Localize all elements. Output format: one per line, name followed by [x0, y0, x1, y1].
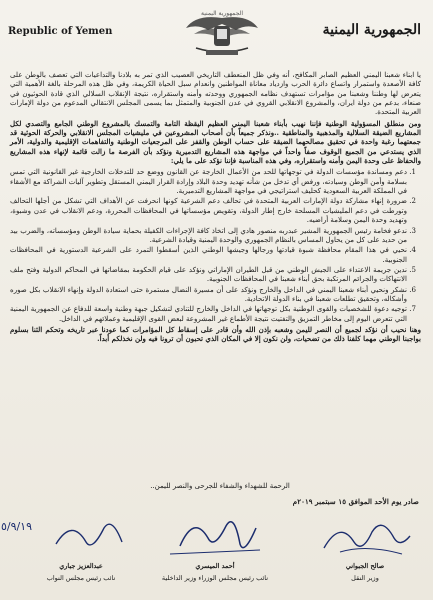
- signature-scribble: [310, 508, 420, 564]
- call-paragraph: ومن منطلق المسؤولية الوطنية فإننا نهيب بأبناء شعبنا اليمني العظيم اليقظة التامة والتمسك بالمشروع الوطني الجامع والتصدي لكل المشاريع الضيقة السلالية والمذهبية والمناطقية ..ونذكر جميعاً بأن أصحاب المشروعين في مليشيات المجلس الانقلابي والحركة الحوثية قد جمعتهما رغبة واحدة في تحقيق مصالحهما الضيقة على حساب الوطن والقفز على المرجعيات الوطنية والتفاهمات الإقليمية والدولية، الأمر الذي يستدعي من الجميع الوقوف صفاً واحداً في مواجهة هذه المشاريع التدميرية ونؤكد بأن الفرصة ما زالت قائمة لإنهاء هذه المشاريع والحفاظ على وحدة اليمن وأمنه واستقراره، وفي هذه المناسبة فإننا نؤكد على ما يلي:: [10, 118, 421, 166]
- english-country-title: Republic of Yemen: [8, 26, 113, 37]
- issue-date: صادر يوم الأحد الموافق ١٥ سبتمبر ٢٠١٩م: [292, 497, 419, 506]
- points-list: [10, 167, 407, 323]
- arabic-country-title: الجمهورية اليمنية: [322, 22, 421, 38]
- statement-body: [10, 70, 421, 478]
- signatory-title: وزير النقل: [351, 574, 379, 582]
- signatory-name: عبدالعزيز جباري: [59, 562, 103, 570]
- signatory-name: صالح الجبواني: [345, 562, 385, 570]
- letterhead: [6, 8, 427, 60]
- handwritten-date: ٥/٩/١٩: [0, 520, 32, 533]
- intro-paragraph: يا ابناء شعبنا اليمني العظيم الصابر المكافح، أنه وفي ظل المنعطف التاريخي العصيب الذي تمر به بلادنا والتداعيات التي تعصف بالوطن على كافة الأصعدة واستمرار واتساع دائرة الحرب وازدياد معاناة المواطنين وانعدام سبل الحياة الكريمة، وفي ظل هذه المرحلة بالغة الأهمية التي يتعرض لها وطننا وشعبنا من مؤامرات تستهدف نظامه الجمهوري ووحدته وأمنه واستقراره، نتيجة الإنقلاب السلالي الذي قادة الحوثيون في صنعاء، بدعم من دولة ايران، والمشروع الانقلابي القروي في عدن الجنوبية والمتمثل بما يسمى المجلس الانتقالي المدعوم من دولة الإمارات العربية المتحدة.: [10, 70, 421, 117]
- closing-paragraph: وهنا نحيب أن نؤكد لجميع أن النصر لليمن وشعبه بإذن الله وأن قادر على إسقاط كل المؤامرات كما عودنا عبر تاريخه وتحكم الثنا بسلوم بواجبنا الوطني مهما كلفنا ذلك من تضحيات، ولن نكون إلا في المكان الذي تحبون أن ترونا فيه ولن نخذلكم أبداً.: [10, 324, 421, 344]
- closing-line: الرحمة للشهداء والشفاء للجرحى والنصر لليمن..: [150, 482, 290, 490]
- list-item: 4. نحيي في هذا المقام محافظة شبوة قيادتها ورجالها وجيشها الوطني الذين أسقطوا التمرد على الشرعية الدستورية في المحافظات الجنوبية.: [10, 245, 407, 264]
- list-item: 3. ندعو فخامة رئيس الجمهورية المشير عبدربه منصور هادي إلى اتخاذ كافة الإجراءات الكفيلة بحماية سيادة الوطن ومؤسساته، والضرب بيد من حديد على كل من يحاول المساس بالنظام الجمهوري والوحدة اليمنية وقيادة الشرعية.: [10, 226, 407, 245]
- signature-scribble: [0, 508, 136, 564]
- signatory-title: نائب رئيس مجلس النواب: [46, 574, 116, 582]
- signature-1: [310, 508, 420, 600]
- signature-3: [0, 508, 136, 600]
- emblem-caption: الجمهورية اليمنية: [200, 10, 243, 17]
- list-item: 7. توجيه دعوة للشخصيات والقوى الوطنية بكل توجهاتها في الداخل والخارج للتنادي لتشكيل جبهة وطنية واسعة للدفاع عن الجمهورية اليمنية التي تتعرض اليوم إلى مخاطر التمزيق والتفتيت نتيجة الأطماع غير المشروعة لبعض القوى الإقليمية وعملائهم في الداخل.: [10, 304, 407, 323]
- signature-scribble: [160, 508, 270, 564]
- signatures-block: [0, 508, 433, 600]
- list-item: 2. ضرورة إنهاء مشاركة دولة الإمارات العربية المتحدة في تحالف دعم الشرعية كونها انحرفت عن الأهداف التي تشكل من أجلها التحالف وتورطت في دعم المليشيات المسلحة خارج إطار الدولة، وتقويض مؤسساتها في المحافظات المحررة، ودعم الانقلاب في عدن وشبوة، وتهديد وحدة اليمن وسلامة أراضيه.: [10, 196, 407, 224]
- list-item: 1. دعم ومساندة مؤسسات الدولة في توجهاتها للحد من الأعمال الخارجة عن القانون ووضع حد للتدخلات الخارجية غير القانونية التي تمس بسلامة وأمن الوطن وسيادته، ورفض أي تدخل من شأنه تهديد وحدة البلاد وإرادة القرار اليمني المستقل وتطوير آليات الشراكة مع الأشقاء في المملكة العربية السعودية كحليف استراتيجي في مواجهة المشاريع التدميرية.: [10, 167, 407, 195]
- signature-2: [160, 508, 270, 600]
- list-item: 5. ندين جريمة الاعتداء على الجيش الوطني من قبل الطيران الإماراتي ونؤكد على قيام الحكومة بمقاضاتها في المحاكم الدولية وفتح ملف الانتهاكات والجرائم المرتكبة بحق أبناء شعبنا في المحافظات الجنوبية.: [10, 265, 407, 284]
- signatory-title: نائب رئيس مجلس الوزراء وزير الداخلية: [161, 574, 269, 582]
- list-item: 6. نشكر ونحيي أبناء شعبنا اليمني في الداخل والخارج ونؤكد على أن مسيرة النضال مستمرة حتى استعادة الدولة وإنهاء الانقلاب بكل صوره وأشكاله، وتحقيق تطلعات شعبنا في بناء الدولة الاتحادية.: [10, 285, 407, 304]
- signatory-name: أحمد الميسري: [195, 562, 235, 570]
